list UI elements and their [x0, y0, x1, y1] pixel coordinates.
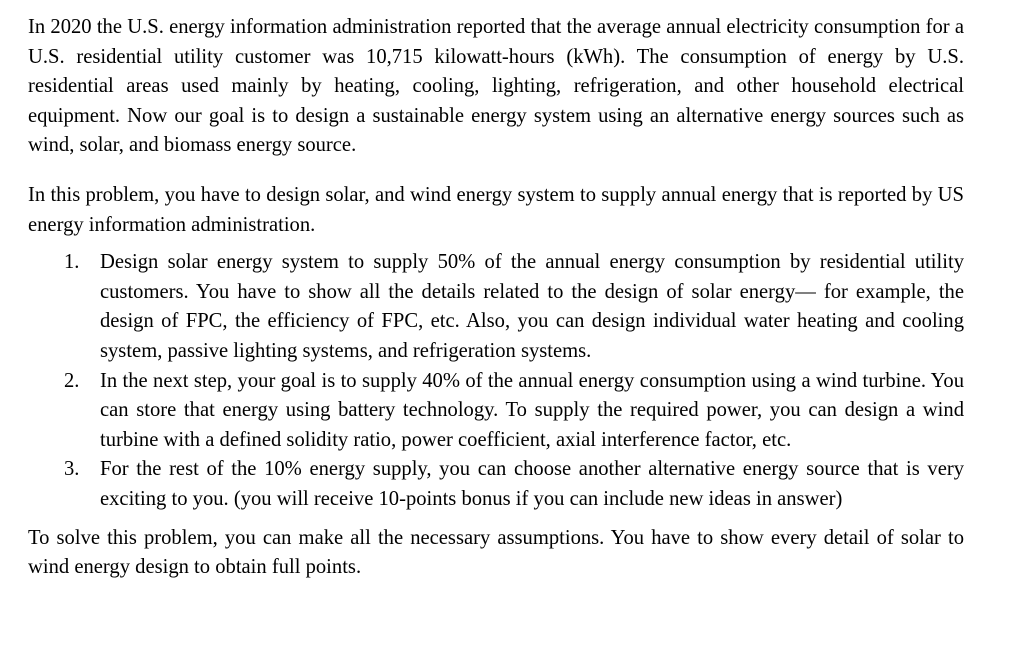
list-item-number: 3.: [64, 458, 80, 481]
list-item: [28, 455, 964, 514]
list-item-text: In the next step, your goal is to supply 40% of the annual energy consumption using a wind turbine. You can store that energy using battery technology. To supply the required power, you can design a wind turbine with a defined solidity ratio, power coefficient, axial interference factor, etc.: [100, 369, 964, 451]
list-item-number: 1.: [64, 251, 80, 274]
document-body: [28, 13, 964, 583]
list-item: [28, 367, 964, 456]
intro-paragraph: In 2020 the U.S. energy information administration reported that the average annual electricity consumption for a U.S. residential utility customer was 10,715 kilowatt-hours (kWh). The consumption of energy by U.S. residential areas used mainly by heating, cooling, lighting, refrigeration, and other household electrical equipment. Now our goal is to design a sustainable energy system using an alternative energy sources such as wind, solar, and biomass energy source.: [28, 16, 964, 157]
list-item-number: 2.: [64, 369, 80, 392]
list-item: [28, 248, 964, 366]
problem-paragraph: In this problem, you have to design solar, and wind energy system to supply annual energy that is reported by US energy information administration.: [28, 183, 964, 236]
closing-paragraph: To solve this problem, you can make all the necessary assumptions. You have to show every detail of solar to wind energy design to obtain full points.: [28, 526, 964, 579]
list-item-text: Design solar energy system to supply 50% of the annual energy consumption by residential utility customers. You have to show all the details related to the design of solar energy— for example, the design of FPC, the efficiency of FPC, etc. Also, you can design individual water heating and cooling system, passive lighting systems, and refrigeration systems.: [100, 251, 964, 362]
list-item-text: For the rest of the 10% energy supply, you can choose another alternative energy source that is very exciting to you. (you will receive 10-points bonus if you can include new ideas in answer): [100, 458, 964, 510]
task-list: [28, 248, 964, 514]
